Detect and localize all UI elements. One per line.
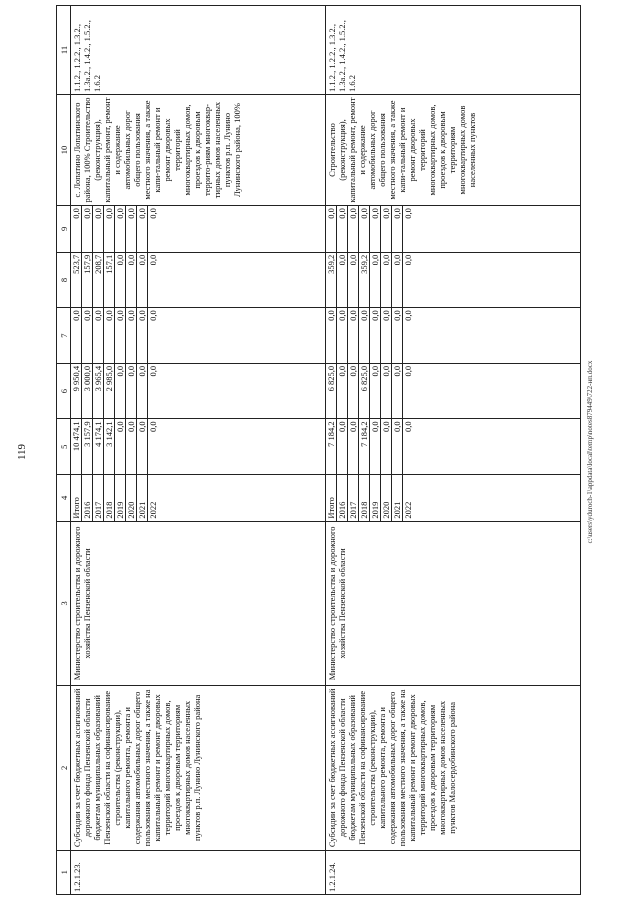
value: 0,0 (403, 254, 413, 266)
value: 0,0 (126, 364, 137, 419)
value: 0,0 (403, 365, 413, 377)
table-body (71, 6, 581, 895)
value: 0,0 (148, 208, 158, 219)
year-label: 2017 (348, 475, 359, 521)
value: 4 174,1 (93, 419, 104, 474)
value: 359,2 (326, 253, 337, 308)
value: 0,0 (337, 253, 348, 308)
value: 0,0 (370, 206, 381, 252)
footer-file-path: c:\users\yduroch-1\appdata\local\temp\notes879449\722-нп.docx (586, 360, 594, 544)
value: 0,0 (381, 308, 392, 363)
value: 6 825,0 (359, 364, 370, 419)
col-header: 10 (57, 94, 71, 205)
year-label: Итого (71, 475, 82, 521)
value: 0,0 (126, 253, 137, 308)
value: 0,0 (337, 206, 348, 252)
year-label: 2022 (403, 501, 413, 519)
value-list (71, 475, 158, 521)
value-list (326, 206, 413, 252)
year-label: 2020 (126, 475, 137, 521)
value-list (326, 475, 413, 521)
years-cell (326, 474, 581, 521)
c6-cell (326, 363, 581, 419)
year-label: 2016 (337, 475, 348, 521)
year-label: 2016 (82, 475, 93, 521)
c9-cell (71, 206, 326, 253)
c5-cell (71, 419, 326, 475)
value: 0,0 (359, 206, 370, 252)
value-list (71, 206, 158, 252)
value: 0,0 (93, 308, 104, 363)
table-sheet (56, 5, 583, 895)
value-list (326, 364, 413, 419)
year-label: 2019 (370, 475, 381, 521)
value: 0,0 (137, 253, 148, 308)
value: 0,0 (348, 364, 359, 419)
indicator-codes-cell: 1.1.2., 1.2.2., 1.3.2., 1.3а.2., 1.4.2., 1.5.2., 1.6.2 (71, 6, 326, 95)
value: 0,0 (403, 421, 413, 433)
value: 0,0 (370, 253, 381, 308)
c7-cell (326, 308, 581, 364)
value-list (71, 364, 158, 419)
value: 0,0 (115, 253, 126, 308)
value: 157,1 (104, 253, 115, 308)
value: 0,0 (104, 308, 115, 363)
value: 208,7 (93, 253, 104, 308)
value-list (326, 419, 413, 474)
value: 0,0 (381, 364, 392, 419)
measure-name-cell: Субсидии за счет бюджетных ассигнований дорожного фонда Пензенской области бюджетам муниципальных образований Пензенской области на софинансирование строительства (реконструкции), капитального ремонта, ремонта и содержания автомобильных дорог общего пользования местного значения, а также на капитальный ремонт и ремонт дворовых территорий многоквартирных домов, проездов к дворовым территориям многоквартирных домов населенных пунктов р.п. Лунино Лунинского района (71, 686, 326, 850)
col-header: 11 (57, 6, 71, 95)
value: 0,0 (392, 419, 403, 474)
value: 0,0 (359, 308, 370, 363)
value: 0,0 (326, 206, 337, 252)
value: 0,0 (337, 364, 348, 419)
value-list (326, 253, 413, 308)
value: 0,0 (403, 310, 413, 321)
row-id-cell: 1.2.1.23. (71, 850, 326, 894)
year-label: 2021 (137, 475, 148, 521)
value: 0,0 (326, 308, 337, 363)
value: 6 825,0 (326, 364, 337, 419)
value: 359,2 (359, 253, 370, 308)
value: 523,7 (71, 253, 82, 308)
value: 3 000,0 (82, 364, 93, 419)
table-row (71, 6, 326, 895)
value: 7 184,2 (359, 419, 370, 474)
value: 0,0 (148, 365, 158, 377)
c8-cell (71, 252, 326, 308)
value: 157,9 (82, 253, 93, 308)
value: 0,0 (348, 253, 359, 308)
c5-cell (326, 419, 581, 475)
value-list (71, 253, 158, 308)
year-label: 2018 (359, 475, 370, 521)
value: 3 157,9 (82, 419, 93, 474)
value-list (326, 308, 413, 363)
value: 0,0 (337, 419, 348, 474)
value: 0,0 (370, 308, 381, 363)
c6-cell (71, 363, 326, 419)
col-header: 9 (57, 206, 71, 253)
col-header: 7 (57, 308, 71, 364)
value: 0,0 (71, 308, 82, 363)
col-header: 1 (57, 850, 71, 894)
c8-cell (326, 252, 581, 308)
col-header: 2 (57, 686, 71, 850)
value: 0,0 (115, 206, 126, 252)
value: 3 142,1 (104, 419, 115, 474)
table-row (326, 6, 581, 895)
value: 0,0 (148, 310, 158, 321)
value: 0,0 (93, 206, 104, 252)
value: 0,0 (82, 308, 93, 363)
value-list (71, 308, 158, 363)
measure-name-cell: Субсидии за счет бюджетных ассигнований дорожного фонда Пензенской области бюджетам муниципальных образований Пензенской области на софинансирование строительства (реконструкции), капитального ремонта, ремонта и содержания автомобильных дорог общего пользования местного значения, а также на капитальный ремонт и ремонт дворовых территорий многоквартирных домов, проездов к дворовым территориям многоквартирных домов населенных пунктов Малосердобинского района (326, 686, 581, 850)
value: 10 474,1 (71, 419, 82, 474)
indicator-codes-cell: 1.1.2., 1.2.2., 1.3.2., 1.3а.2., 1.4.2., 1.5.2., 1.6.2 (326, 6, 581, 95)
value: 0,0 (381, 253, 392, 308)
value: 0,0 (126, 419, 137, 474)
result-cell: Строительство (реконструкция), капитальный ремонт, ремонт и содержание автомобильных дорог общего пользования местного значения, а также капи-тальный ремонт и ремонт дворовых территорий многоквартирных домов, проездов к дворовым территориям многоквартирных домов населенных пунктов (326, 94, 581, 205)
value: 0,0 (71, 206, 82, 252)
program-table (56, 5, 581, 895)
value: 0,0 (148, 254, 158, 266)
executor-cell: Министерство строительства и дорожного хозяйства Пензенской области (326, 521, 581, 685)
year-label: 2021 (392, 475, 403, 521)
header-row (57, 6, 71, 895)
value: 0,0 (137, 206, 148, 252)
value: 0,0 (115, 308, 126, 363)
c7-cell (71, 308, 326, 364)
row-id-cell: 1.2.1.24. (326, 850, 581, 894)
value: 0,0 (392, 308, 403, 363)
value: 0,0 (126, 308, 137, 363)
value: 0,0 (137, 419, 148, 474)
col-header: 8 (57, 252, 71, 308)
result-cell: с. Лопатино Лопатинского района, 100% Строительство (реконструкция), капитальный ремонт, ремонт и содержание автомобильных дорог общего пользования местного значения, а также капи-тальный ремонт и ремонт дворовых территорий многоквартирных домов, проездов к дворовым террито-риям многоквар-тирных домов населенных пунктов р.п. Лунино Лунинского района, 100% (71, 94, 326, 205)
value: 0,0 (115, 419, 126, 474)
col-header: 3 (57, 521, 71, 685)
year-label: 2017 (93, 475, 104, 521)
year-label: 2022 (148, 501, 158, 519)
value: 9 950,4 (71, 364, 82, 419)
year-label: 2019 (115, 475, 126, 521)
value: 0,0 (137, 364, 148, 419)
value: 0,0 (370, 364, 381, 419)
col-header: 5 (57, 419, 71, 475)
col-header: 4 (57, 474, 71, 521)
value: 0,0 (403, 208, 413, 219)
value: 0,0 (104, 206, 115, 252)
value: 7 184,2 (326, 419, 337, 474)
value: 3 965,4 (93, 364, 104, 419)
years-cell (71, 474, 326, 521)
year-label: 2018 (104, 475, 115, 521)
value: 0,0 (137, 308, 148, 363)
c9-cell (326, 206, 581, 253)
value: 0,0 (82, 206, 93, 252)
value: 0,0 (370, 419, 381, 474)
value: 0,0 (337, 308, 348, 363)
col-header: 6 (57, 363, 71, 419)
executor-cell: Министерство строительства и дорожного хозяйства Пензенской области (71, 521, 326, 685)
page-number: 119 (16, 443, 28, 461)
value: 0,0 (348, 206, 359, 252)
value: 0,0 (348, 419, 359, 474)
year-label: Итого (326, 475, 337, 521)
value: 0,0 (381, 206, 392, 252)
value: 0,0 (392, 206, 403, 252)
value: 0,0 (148, 421, 158, 433)
year-label: 2020 (381, 475, 392, 521)
value: 0,0 (381, 419, 392, 474)
value: 0,0 (392, 253, 403, 308)
value: 0,0 (392, 364, 403, 419)
value-list (71, 419, 158, 474)
value: 2 985,0 (104, 364, 115, 419)
value: 0,0 (115, 364, 126, 419)
value: 0,0 (126, 206, 137, 252)
value: 0,0 (348, 308, 359, 363)
